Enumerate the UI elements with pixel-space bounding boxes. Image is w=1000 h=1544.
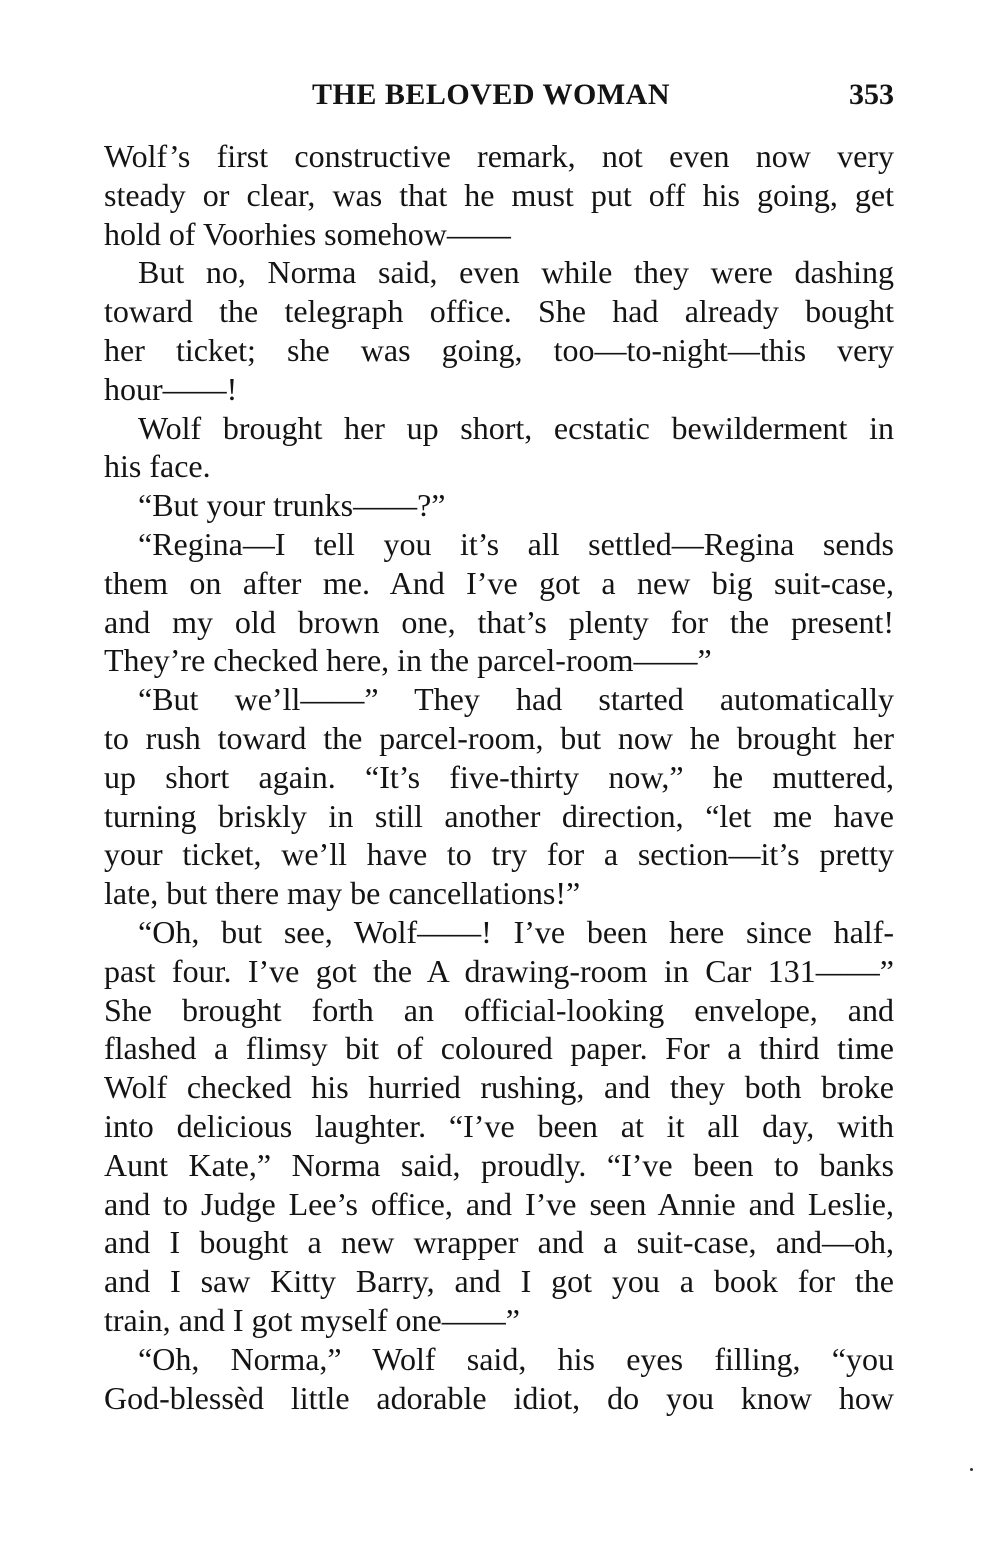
text-line: and to Judge Lee’s office, and I’ve seen Annie and Leslie, — [104, 1185, 894, 1222]
text-line: But no, Norma said, even while they were dashing — [138, 254, 894, 291]
text-line: late, but there may be cancellations!” — [104, 875, 581, 912]
text-line: “Oh, Norma,” Wolf said, his eyes filling, “you — [138, 1340, 894, 1377]
running-head — [104, 78, 894, 128]
text-line: steady or clear, was that he must put off his going, get — [104, 176, 894, 213]
text-line: “But we’ll——” They had started automatically — [138, 681, 894, 718]
text-line: your ticket, we’ll have to try for a section—it’s pretty — [104, 836, 894, 873]
text-line: and I bought a new wrapper and a suit-case, and—oh, — [104, 1224, 894, 1261]
text-line: God-blessèd little adorable idiot, do you know how — [104, 1379, 894, 1416]
text-line: flashed a flimsy bit of coloured paper. For a third time — [104, 1030, 894, 1067]
text-line: and I saw Kitty Barry, and I got you a book for the — [104, 1263, 894, 1300]
text-line: her ticket; she was going, too—to-night—this very — [104, 331, 894, 368]
print-speck — [970, 1468, 973, 1471]
text-line: hold of Voorhies somehow—— — [104, 215, 511, 252]
text-line: hour——! — [104, 370, 238, 407]
text-line: Wolf brought her up short, ecstatic bewilderment in — [138, 409, 894, 446]
text-line: “But your trunks——?” — [138, 487, 446, 524]
text-line: She brought forth an official-looking envelope, and — [104, 991, 894, 1028]
text-line: toward the telegraph office. She had already bought — [104, 293, 894, 330]
text-line: to rush toward the parcel-room, but now he brought her — [104, 719, 894, 756]
text-line: train, and I got myself one——” — [104, 1301, 520, 1338]
text-line: turning briskly in still another direction, “let me have — [104, 797, 894, 834]
text-line: Wolf’s first constructive remark, not even now very — [104, 138, 894, 174]
text-line: Aunt Kate,” Norma said, proudly. “I’ve been to banks — [104, 1146, 894, 1183]
text-line: Wolf checked his hurried rushing, and they both broke — [104, 1069, 894, 1106]
text-line: into delicious laughter. “I’ve been at it all day, with — [104, 1107, 894, 1144]
page-number: 353 — [849, 78, 894, 111]
text-line: They’re checked here, in the parcel-room——” — [104, 642, 712, 679]
text-line: up short again. “It’s five-thirty now,” he muttered, — [104, 758, 894, 795]
text-line: “Oh, but see, Wolf——! I’ve been here since half- — [138, 913, 894, 950]
body-text — [104, 137, 894, 1417]
text-line: “Regina—I tell you it’s all settled—Regina sends — [138, 525, 894, 562]
text-line: them on after me. And I’ve got a new big suit-case, — [104, 564, 894, 601]
running-title: THE BELOVED WOMAN — [312, 78, 670, 111]
text-line: past four. I’ve got the A drawing-room in Car 131——” — [104, 952, 894, 989]
text-line: his face. — [104, 448, 211, 485]
text-line: and my old brown one, that’s plenty for the present! — [104, 603, 894, 640]
